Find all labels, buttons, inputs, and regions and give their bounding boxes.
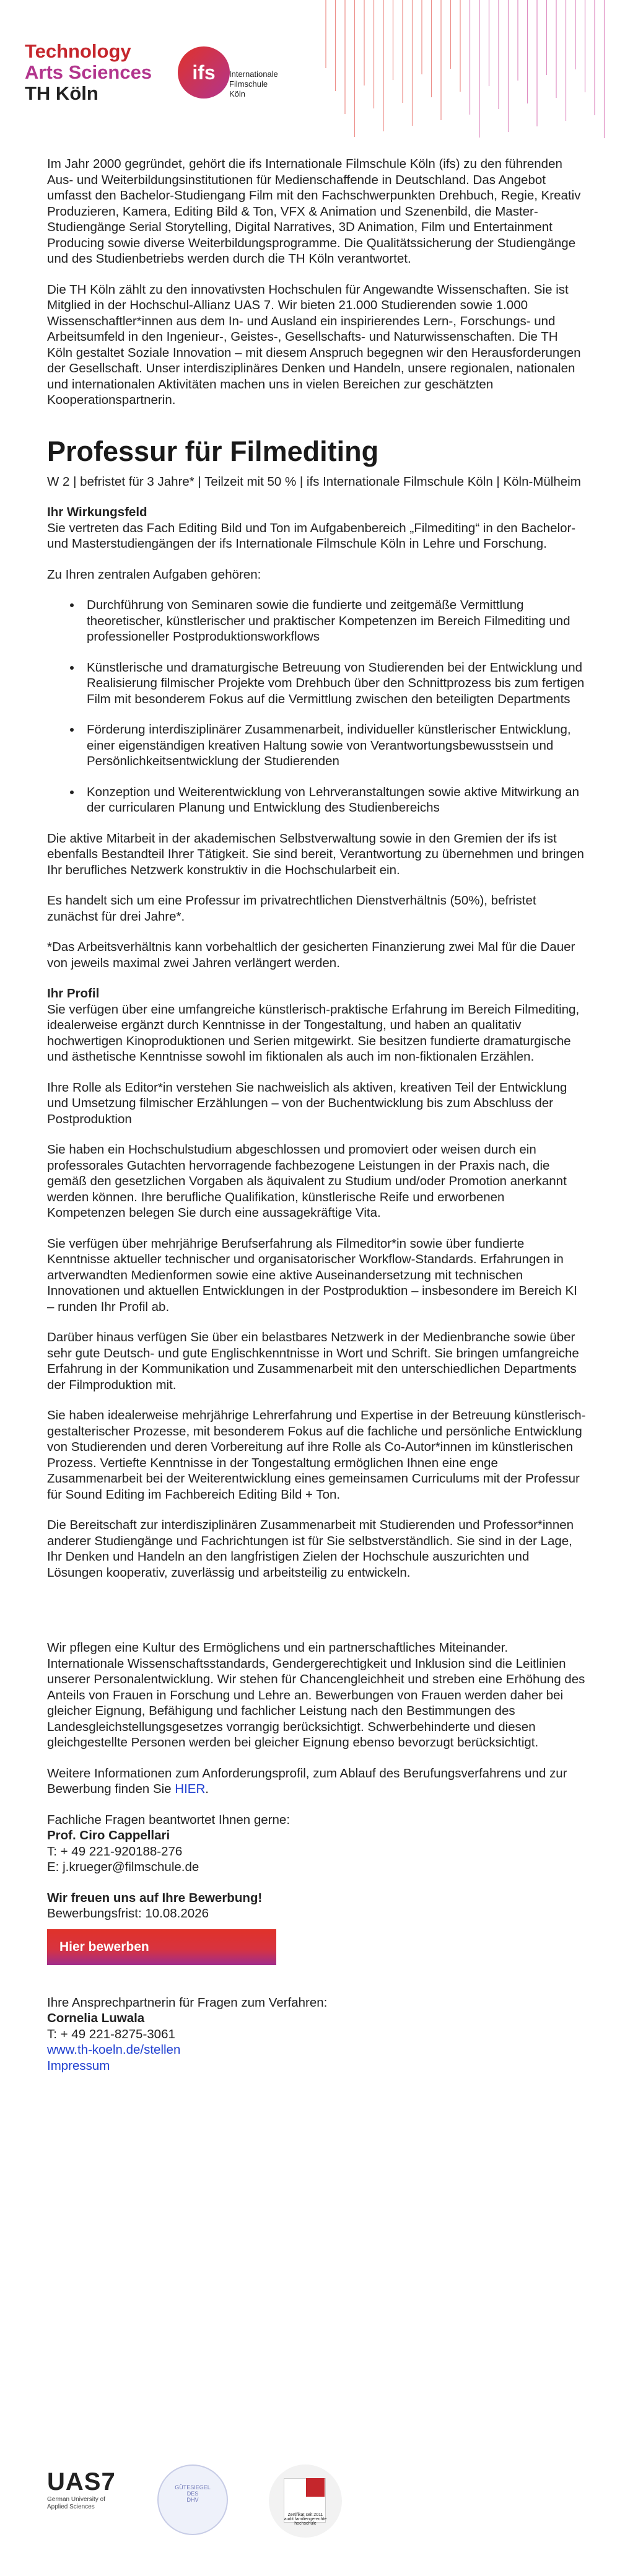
- th-koeln-logo: [25, 41, 152, 104]
- list-item: • Konzeption und Weiterentwicklung von Lehrveranstaltungen sowie aktive Mitwirkung an der curricularen Planung und Entwicklung des Studienbereichs: [82, 784, 586, 816]
- tasks-intro: Zu Ihren zentralen Aufgaben gehören:: [47, 567, 261, 582]
- page-header: [0, 0, 625, 155]
- seal-flag: [306, 2478, 325, 2497]
- header-stripes-decoration: [322, 0, 619, 155]
- info-end: .: [205, 1782, 209, 1796]
- wirkungsfeld-heading: Ihr Wirkungsfeld: [47, 505, 147, 519]
- profil-paragraph-1: Sie verfügen über eine umfangreiche künstlerisch-praktische Erfahrung im Bereich Filmediting, idealerweise ergänzt durch Kenntnisse in der Tongestaltung, und haben an qualitativ hochwertigen Kinoproduktionen und Serien mitgewirkt. Sie besitzen fundierte dramaturgische und ästhetische Kenntnisse sowohl im fiktionalen als auch im non-fiktionalen Erzählen.: [47, 1002, 580, 1064]
- jobs-link[interactable]: www.th-koeln.de/stellen: [47, 2043, 181, 2057]
- dhv-seal-line-1: GÜTESIEGEL: [175, 2484, 211, 2491]
- wirkungsfeld-after-3: *Das Arbeitsverhältnis kann vorbehaltlich der gesicherten Finanzierung zwei Mal für die Dauer von jeweils maximal zwei Jahren verlängert werden.: [47, 940, 575, 970]
- tasks-list: [47, 597, 586, 816]
- seal-caption-line-3: hochschule: [294, 2521, 317, 2526]
- wirkungsfeld-after-1: Die aktive Mitarbeit in der akademischen Selbstverwaltung sowie in den Gremien der ifs ist ebenfalls Bestandteil Ihrer Tätigkeit. Sie sind bereit, Verantwortung zu übernehmen und bringen Ihr berufliches Netzwerk konstruktiv in die Hochschularbeit ein.: [47, 831, 584, 877]
- uas7-logo: [47, 2468, 116, 2511]
- profil-paragraph-4: Sie verfügen über mehrjährige Berufserfahrung als Filmeditor*in sowie über fundierte Kenntnisse aktueller technischer und organisatorischer Workflow-Standards. Erfahrungen in artverwandten Medienformen sowie eine aktive Auseinandersetzung mit technischen Innovationen und aktuellen Entwicklungen in der Postproduktion – insbesondere im Bereich KI – runden Ihr Profil ab.: [47, 1236, 577, 1314]
- job-subtitle: W 2 | befristet für 3 Jahre* | Teilzeit mit 50 % | ifs Internationale Filmschule Köln | Köln-Mülheim: [47, 474, 581, 489]
- profil-paragraph-5: Darüber hinaus verfügen Sie über ein belastbares Netzwerk in der Medienbranche sowie über sehr gute Deutsch- und gute Englischkenntnisse in Wort und Schrift. Sie bringen umfangreiche Erfahrung in der Kommunikation und Zusammenarbeit mit den unterschiedlichen Departments der Filmproduktion mit.: [47, 1330, 579, 1392]
- ifs-name-line-3: Köln: [229, 89, 246, 99]
- ifs-name: [229, 69, 278, 99]
- main-content: [47, 156, 586, 2088]
- footer-logos: [47, 2458, 605, 2557]
- apply-heading: Wir freuen uns auf Ihre Bewerbung!: [47, 1890, 263, 1905]
- family-audit-seal-icon: [269, 2464, 342, 2538]
- uas7-logo-subtext-2: Applied Sciences: [47, 2504, 95, 2510]
- ifs-logo-text: ifs: [192, 61, 216, 84]
- info-text: Weitere Informationen zum Anforderungsprofil, zum Ablauf des Berufungsverfahrens und zur Bewerbung finden Sie: [47, 1766, 567, 1796]
- intro-paragraph-1: Im Jahr 2000 gegründet, gehört die ifs Internationale Filmschule Köln (ifs) zu den führenden Aus- und Weiterbildungsinstitutionen für Medienschaffende in Deutschland. Das Angebot umfasst den Bachelor-Studiengang Film mit den Fachschwerpunkten Drehbuch, Regie, Kreativ Produzieren, Kamera, Editing Bild & Ton, VFX & Animation und Szenenbild, die Master-Studiengänge Serial Storytelling, Digital Narratives, 3D Animation, Film und Entertainment Producing sowie diverse Weiterbildungsprogramme. Die Qualitätssicherung der Studiengänge und des Studienbetriebs werden durch die TH Köln verantwortet.: [47, 157, 581, 266]
- profil-heading: Ihr Profil: [47, 986, 100, 1001]
- dhv-seal-line-3: DHV: [186, 2497, 199, 2503]
- wirkungsfeld-after-2: Es handelt sich um eine Professur im privatrechtlichen Dienstverhältnis (50%), befristet zunächst für drei Jahre*.: [47, 893, 536, 924]
- profil-paragraph-7: Die Bereitschaft zur interdisziplinären Zusammenarbeit mit Studierenden und Professor*innen anderer Studiengänge und Fachrichtungen ist für Sie selbstverständlich. Sie sind in der Lage, Ihr Denken und Handeln an den langfristigen Zielen der Hochschule auszurichten und Lösungen kooperativ, zuverlässig und arbeitsteilig zu entwickeln.: [47, 1518, 574, 1580]
- info-paragraph: [47, 1766, 586, 1797]
- dhv-seal-icon: [157, 2464, 228, 2535]
- procedure-contact-intro: Ihre Ansprechpartnerin für Fragen zum Verfahren:: [47, 1995, 328, 2010]
- profil-paragraph-6: Sie haben idealerweise mehrjährige Lehrerfahrung und Expertise in der Betreuung künstlerisch-gestalterischer Prozesse, mit besonderem Fokus auf die fachliche und persönliche Entwicklung von Studierenden und deren Vorbereitung auf ihre Rolle als Co-Autor*innen im künstlerischen Prozess. Vertiefte Kenntnisse in der Tongestaltung ermöglichen Ihnen eine enge Zusammenarbeit bei der Weiterentwicklung eines gemeinsamen Curriculums mit der Professur für Sound Editing im Fachbereich Editing Bild + Ton.: [47, 1408, 586, 1502]
- procedure-contact-phone: T: + 49 221-8275-3061: [47, 2026, 175, 2041]
- procedure-contact-name: Cornelia Luwala: [47, 2011, 145, 2025]
- apply-deadline: Bewerbungsfrist: 10.08.2026: [47, 1906, 209, 1921]
- th-logo-line-1: Technology: [25, 40, 131, 62]
- wirkungsfeld-section: [47, 504, 586, 552]
- seal-caption: [278, 2513, 333, 2526]
- seal-caption-line-2: audit familiengerechte: [284, 2517, 327, 2521]
- subject-contact-email: E: j.krueger@filmschule.de: [47, 1860, 199, 1874]
- procedure-contact: [47, 1995, 586, 2074]
- list-item: • Durchführung von Seminaren sowie die fundierte und zeitgemäße Vermittlung theoretischer, künstlerischer und praktischer Kompetenzen im Bereich Filmediting und professioneller Postproduktionsworkflows: [82, 597, 586, 645]
- info-link[interactable]: HIER: [175, 1782, 206, 1796]
- culture-paragraph: Wir pflegen eine Kultur des Ermöglichens und ein partnerschaftliches Miteinander. Internationale Wissenschaftsstandards, Gendergerechtigkeit und Inklusion sind die Leitlinien unserer Personalentwicklung. Wir stehen für Chancengleichheit und streben eine Erhöhung des Anteils von Frauen in Forschung und Lehre an. Bewerbungen von Frauen werden daher bei gleicher Eignung, Befähigung und fachlicher Leistung nach den Bestimmungen des Landesgleichstellungsgesetzes vorrangig berücksichtigt. Schwerbehinderte und diesen gleichgestellte Personen werden bei gleicher Eignung ebenso bevorzugt berücksichtigt.: [47, 1641, 585, 1750]
- seal-caption-line-1: Zertifikat seit 2011: [287, 2513, 323, 2517]
- apply-section: [47, 1890, 586, 1922]
- th-logo-line-2: Arts Sciences: [25, 61, 152, 83]
- subject-contact: [47, 1812, 586, 1875]
- profil-section: [47, 986, 586, 1065]
- subject-contact-intro: Fachliche Fragen beantwortet Ihnen gerne:: [47, 1812, 291, 1827]
- job-title: Professur für Filmediting: [47, 435, 379, 467]
- impressum-link[interactable]: Impressum: [47, 2058, 110, 2073]
- list-item: • Förderung interdisziplinärer Zusammenarbeit, individueller künstlerischer Entwicklung, einer eigenständigen kreativen Haltung sowie von Verantwortungsbewusstsein und Persönlichkeitsentwicklung der Studierenden: [82, 722, 586, 769]
- dhv-seal-line-2: DES: [186, 2491, 199, 2497]
- subject-contact-name: Prof. Ciro Cappellari: [47, 1828, 170, 1842]
- section-spacer: [47, 1595, 586, 1640]
- profil-paragraph-3: Sie haben ein Hochschulstudium abgeschlossen und promoviert oder weisen durch ein professorales Gutachten hervorragende fachbezogene Leistungen in der Praxis nach, die gemäß den gesetzlichen Vorgaben als äquivalent zu Studium und/oder Promotion anerkannt werden können. Ihre berufliche Qualifikation, künstlerische Reife und erworbenen Kompetenzen belegen Sie durch eine aussagekräftige Vita.: [47, 1142, 567, 1220]
- uas7-logo-text: UAS7: [47, 2468, 116, 2495]
- list-item: • Künstlerische und dramaturgische Betreuung von Studierenden bei der Entwicklung und Realisierung filmischer Projekte vom Drehbuch über den Schnittprozess bis zum fertigen Film mit besonderem Fokus auf die Vermittlung zwischen den beteiligten Departments: [82, 660, 586, 708]
- ifs-name-line-1: Internationale: [229, 69, 278, 79]
- th-logo-line-3: TH Köln: [25, 82, 98, 104]
- ifs-name-line-2: Filmschule: [229, 79, 268, 89]
- uas7-logo-subtext-1: German University of: [47, 2496, 105, 2503]
- ifs-logo-icon: [176, 45, 232, 100]
- intro-paragraph-2: Die TH Köln zählt zu den innovativsten Hochschulen für Angewandte Wissenschaften. Sie ist Mitglied in der Hochschul-Allianz UAS 7. Wir bieten 21.000 Studierenden sowie 1.000 Wissenschaftler*innen aus dem In- und Ausland ein inspirierendes Lern-, Forschungs- und Arbeitsumfeld in den Ingenieur-, Geistes-, Gesellschafts- und Naturwissenschaften. Die TH Köln gestaltet Soziale Innovation – mit diesem Anspruch begegnen wir den Herausforderungen der Gesellschaft. Unser interdisziplinäres Denken und Handeln, unsere regionalen, nationalen und internationalen Aktivitäten machen uns in vielen Bereichen zur geschätzten Kooperationspartnerin.: [47, 282, 581, 407]
- apply-button[interactable]: Hier bewerben: [47, 1929, 276, 1965]
- wirkungsfeld-text: Sie vertreten das Fach Editing Bild und Ton im Aufgabenbereich „Filmediting“ in den Bachelor- und Masterstudiengängen der ifs Internationale Filmschule Köln in Lehre und Forschung.: [47, 520, 576, 551]
- subject-contact-phone: T: + 49 221-920188-276: [47, 1844, 183, 1859]
- profil-paragraph-2: Ihre Rolle als Editor*in verstehen Sie nachweislich als aktiven, kreativen Teil der Entwicklung und Umsetzung filmischer Erzählungen – von der Buchentwicklung bis zum Abschluss der Postproduktion: [47, 1080, 567, 1126]
